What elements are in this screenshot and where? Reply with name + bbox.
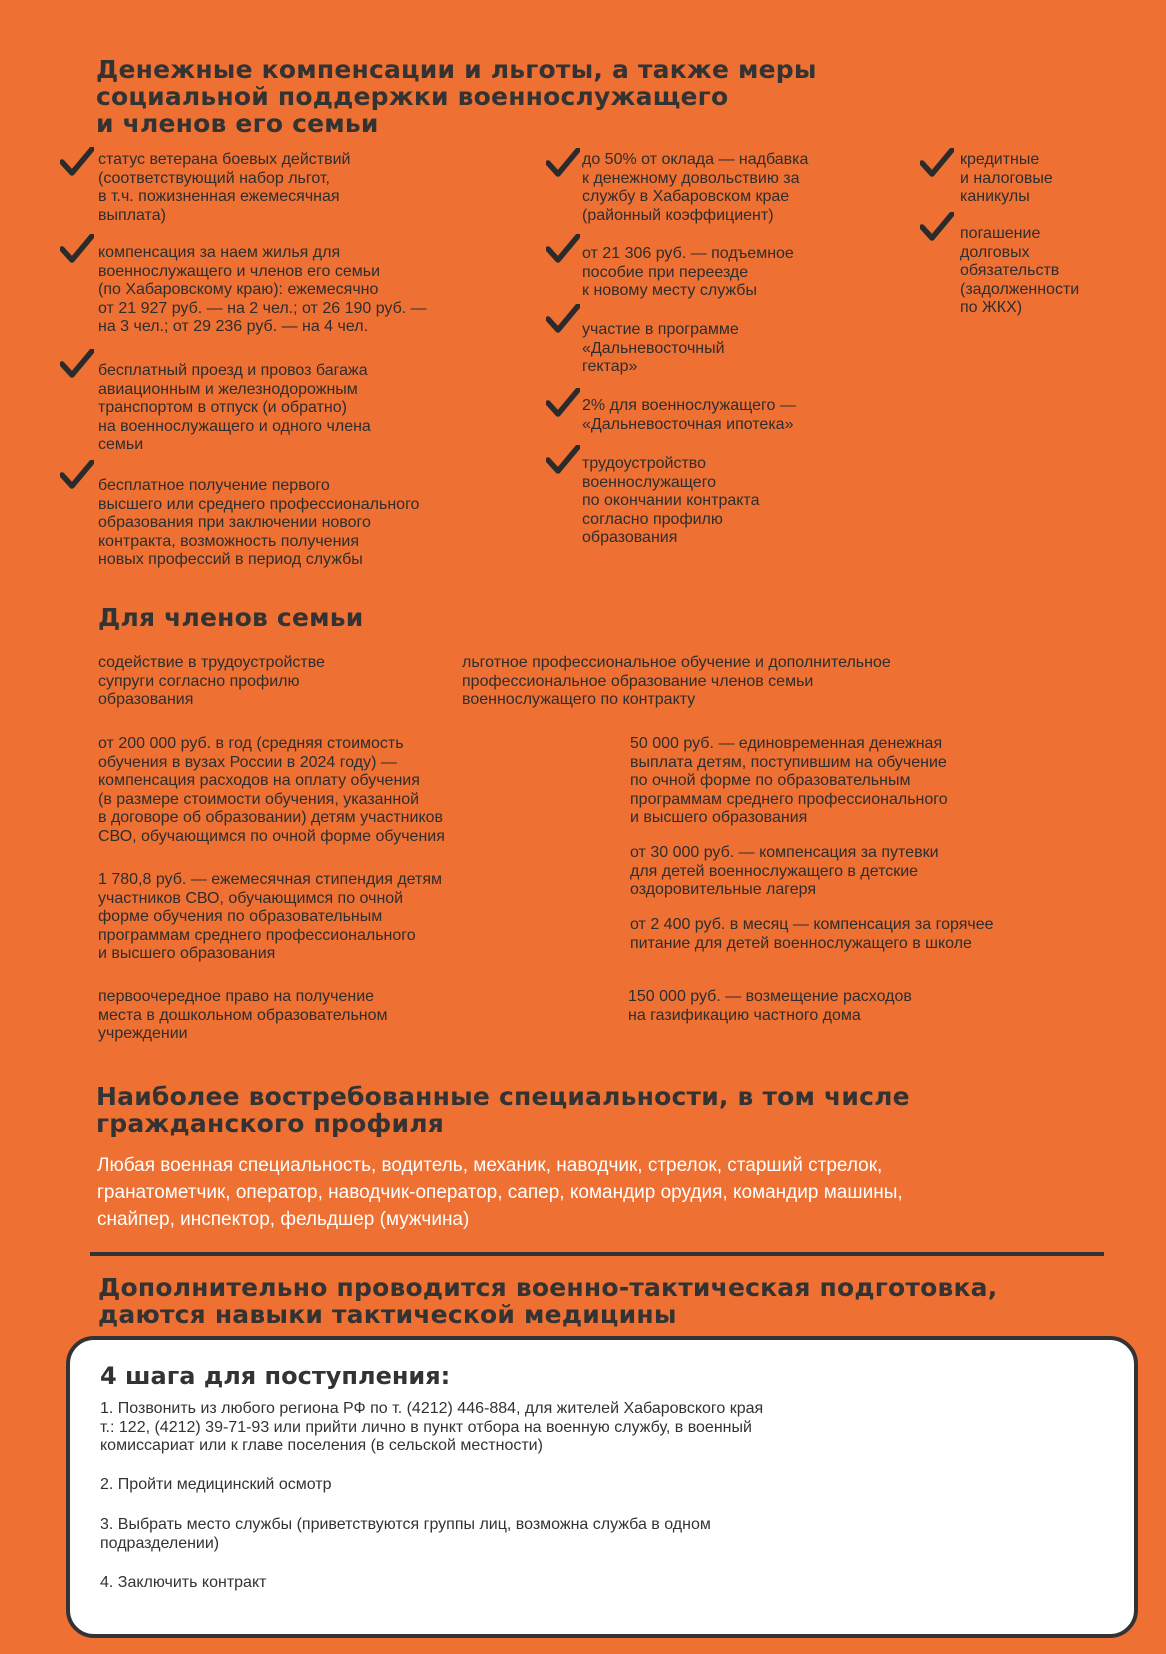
step-1: 1. Позвонить из любого региона РФ по т. (4212) 446-884, для жителей Хабаровского края т.: 122, (4212) 39-71-93 или прийти лично в пункт отбора на военную службу, в военный комиссариат или к главе поселения (в сельской местности) [100, 1400, 764, 1454]
check-icon [920, 148, 954, 178]
specialties-list: Любая военная специальность, водитель, механик, наводчик, стрелок, старший стрелок, гранатометчик, оператор, наводчик-оператор, сапер, командир орудия, командир машины, снайпер, инспектор, фельдшер (мужчина) [97, 1155, 903, 1230]
family-meal-compensation: от 2 400 руб. в месяц — компенсация за горячее питание для детей военнослужащего в школе [630, 916, 994, 952]
family-professional-training: льготное профессиональное обучение и дополнительное профессиональное образование членов семьи военнослужащего по контракту [462, 654, 891, 708]
check-icon [546, 445, 580, 475]
check-icon [546, 388, 580, 418]
benefit-free-education: бесплатное получение первого высшего или среднего профессионального образования при заключении нового контракта, возможность получения новых профессий в период службы [98, 477, 420, 568]
steps-title: 4 шага для поступления: [100, 1362, 451, 1390]
check-icon [60, 147, 94, 177]
step-3: 3. Выбрать место службы (приветствуются группы лиц, возможна служба в одном подразделении) [100, 1516, 711, 1552]
benefit-debt-repayment: погашение долговых обязательств (задолженности по ЖКХ) [960, 225, 1080, 316]
family-education-compensation: от 200 000 руб. в год (средняя стоимость обучения в вузах России в 2024 году) — компенсация расходов на оплату обучения (в размере стоимости обучения, указанной в договоре об образовании) детям участников СВО, обучающимся по очной форме обучения [98, 735, 445, 845]
check-icon [546, 304, 580, 334]
check-icon [920, 212, 954, 242]
family-camp-compensation: от 30 000 руб. — компенсация за путевки для детей военнослужащего в детские оздоровительные лагеря [630, 844, 939, 898]
section-title-tactical-training: Дополнительно проводится военно-тактическая подготовка, даются навыки тактической медицины [98, 1273, 998, 1329]
check-icon [60, 349, 94, 379]
family-gasification: 150 000 руб. — возмещение расходов на газификацию частного дома [628, 988, 912, 1024]
benefit-housing-compensation: компенсация за наем жилья для военнослужащего и членов его семьи (по Хабаровскому краю): ежемесячно от 21 927 руб. — на 2 чел.; от 26 190 руб. — на 3 чел.; от 29 236 руб. — на 4 чел. [98, 244, 427, 335]
benefit-free-travel: бесплатный проезд и провоз багажа авиационным и железнодорожным транспортом в отпуск (и обратно) на военнослужащего и одного члена семьи [98, 362, 371, 453]
benefit-credit-holidays: кредитные и налоговые каникулы [960, 151, 1053, 205]
check-icon [60, 234, 94, 264]
step-4: 4. Заключить контракт [100, 1574, 267, 1591]
family-spouse-employment: содействие в трудоустройстве супруги согласно профилю образования [98, 654, 325, 708]
family-preschool-priority: первоочередное право на получение места в дошкольном образовательном учреждении [98, 988, 388, 1042]
step-2: 2. Пройти медицинский осмотр [100, 1476, 332, 1493]
family-scholarship: 1 780,8 руб. — ежемесячная стипендия детям участников СВО, обучающимся по очной форме обучения по образовательным программам среднего профессионального и высшего образования [98, 871, 443, 962]
benefit-relocation-allowance: от 21 306 руб. — подъемное пособие при переезде к новому месту службы [582, 245, 794, 299]
steps-box [66, 1336, 1138, 1638]
check-icon [546, 234, 580, 264]
family-lump-sum-payment: 50 000 руб. — единовременная денежная выплата детям, поступившим на обучение по очной форме по образовательным программам среднего профессионального и высшего образования [630, 735, 948, 826]
benefit-employment: трудоустройство военнослужащего по окончании контракта согласно профилю образования [582, 455, 760, 546]
benefit-far-east-hectare: участие в программе «Дальневосточный гектар» [582, 321, 739, 375]
check-icon [60, 460, 94, 490]
benefit-salary-bonus: до 50% от оклада — надбавка к денежному довольствию за службу в Хабаровском крае (районный коэффициент) [582, 151, 809, 224]
section-title-specialties: Наиболее востребованные специальности, в том числе гражданского профиля [96, 1082, 910, 1138]
divider [90, 1252, 1104, 1256]
check-icon [546, 148, 580, 178]
benefit-far-east-mortgage: 2% для военнослужащего — «Дальневосточная ипотека» [582, 397, 796, 433]
section-title-benefits: Денежные компенсации и льготы, а также меры социальной поддержки военнослужащего и членов его семьи [96, 55, 817, 138]
section-title-family: Для членов семьи [98, 603, 364, 632]
benefit-veteran-status: статус ветерана боевых действий (соответствующий набор льгот, в т.ч. пожизненная ежемесячная выплата) [98, 151, 351, 224]
